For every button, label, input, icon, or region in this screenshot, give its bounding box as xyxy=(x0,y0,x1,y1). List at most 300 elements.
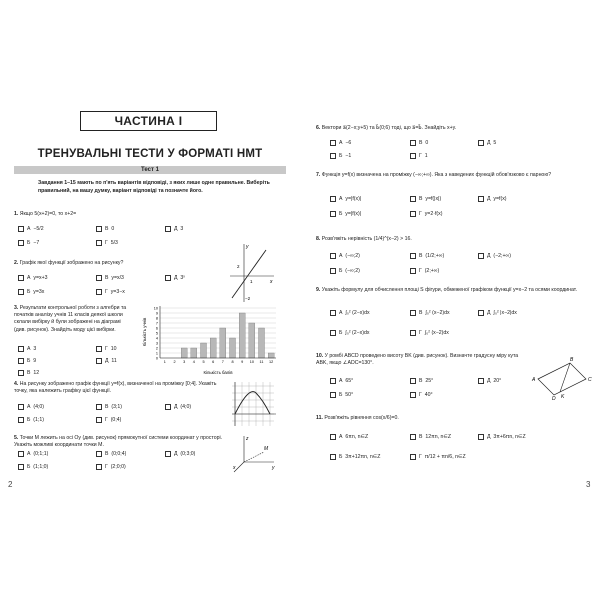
checkbox[interactable] xyxy=(18,289,24,295)
option-letter: Д xyxy=(487,253,491,259)
option-letter: Д xyxy=(174,404,178,410)
q10-option-d[interactable] xyxy=(478,378,501,384)
option-letter: А xyxy=(27,451,31,457)
checkbox[interactable] xyxy=(330,196,336,202)
chart-ytick-label: 6 xyxy=(155,326,158,331)
chart-xtick-label: 8 xyxy=(231,360,234,364)
x-label: x xyxy=(270,279,273,285)
checkbox[interactable] xyxy=(410,330,416,336)
option-letter: В xyxy=(105,451,109,457)
option-value: 3π+12πn, n∈Z xyxy=(345,454,381,460)
chart-ylabel: Кількість учнів xyxy=(142,317,147,347)
option-letter: А xyxy=(339,310,343,316)
q5-option-v[interactable] xyxy=(96,451,126,457)
checkbox[interactable] xyxy=(165,226,171,232)
point-k: K xyxy=(561,394,565,400)
q6-option-a[interactable] xyxy=(330,140,351,146)
option-value: (0;1;1) xyxy=(33,451,49,457)
option-value: y=x+3 xyxy=(33,275,48,281)
q7-option-d[interactable] xyxy=(478,196,507,202)
q7-number: 7. xyxy=(316,172,321,178)
checkbox[interactable] xyxy=(330,454,336,460)
q9-text: Укажіть формулу для обчислення площі S фігури, обмеженої графіком функції y=x−2 та осями координат. xyxy=(321,287,578,293)
checkbox[interactable] xyxy=(478,253,484,259)
q2-option-b[interactable] xyxy=(18,289,44,295)
option-value: 1 xyxy=(424,153,428,159)
question-1 xyxy=(14,211,254,218)
q10-text: У ромбі ABCD проведено висоту BK (див. рисунок). Визначте градусну міру кута ABK, якщо ∠ADC=130°. xyxy=(316,353,519,367)
q10-number: 10. xyxy=(316,353,324,359)
y-label: y xyxy=(272,465,275,471)
option-value: 3ˣ xyxy=(180,275,185,281)
chart-bar-10 xyxy=(249,323,255,358)
checkbox[interactable] xyxy=(96,451,102,457)
option-letter: А xyxy=(27,226,31,232)
option-value: ∫₀² (x−2)dx xyxy=(424,330,449,336)
option-letter: Г xyxy=(419,330,422,336)
q8-option-d[interactable] xyxy=(478,253,511,259)
q2-graph-figure xyxy=(226,240,276,305)
q1-option-a[interactable] xyxy=(18,226,44,232)
q3-option-a[interactable] xyxy=(18,346,36,352)
q5-text: Точки M лежить на осі Oy (див. рисунок) прямокутної системи координат у просторі. Укажіть можливі координати точки M. xyxy=(14,435,223,449)
tick-minus-2: −2 xyxy=(245,296,251,301)
checkbox[interactable] xyxy=(410,253,416,259)
option-value: (0;4) xyxy=(110,417,122,423)
option-letter: Б xyxy=(27,464,31,470)
option-letter: Г xyxy=(419,153,422,159)
checkbox[interactable] xyxy=(96,289,102,295)
checkbox[interactable] xyxy=(410,310,416,316)
q11-text: Розв'яжіть рівняння cos(x/6)=0. xyxy=(324,415,399,421)
q10-rhombus-figure xyxy=(530,355,594,401)
question-2 xyxy=(14,260,214,267)
x-axis xyxy=(234,462,244,472)
option-value: y=3−x xyxy=(110,289,125,295)
option-letter: А xyxy=(339,434,343,440)
q5-number: 5. xyxy=(14,435,19,441)
option-letter: В xyxy=(419,310,423,316)
option-value: y=f(|x|) xyxy=(425,196,442,202)
chart-ytick-label: 9 xyxy=(155,311,158,316)
option-value: (1/2;+∞) xyxy=(425,253,445,259)
option-letter: Д xyxy=(487,140,491,146)
chart-xtick-label: 3 xyxy=(183,360,186,364)
chart-ytick-label: 4 xyxy=(155,336,158,341)
question-11 xyxy=(316,415,586,422)
option-value: (−∞;2) xyxy=(345,268,360,274)
checkbox[interactable] xyxy=(18,275,24,281)
option-letter: В xyxy=(105,404,109,410)
option-letter: Д xyxy=(487,434,491,440)
checkbox[interactable] xyxy=(18,404,24,410)
question-8 xyxy=(316,236,586,243)
q11-option-b[interactable] xyxy=(330,454,380,460)
chart-bar-5 xyxy=(201,343,207,358)
m-label: M xyxy=(264,446,269,452)
q8-option-a[interactable] xyxy=(330,253,360,259)
part-title: ЧАСТИНА I xyxy=(80,111,217,131)
checkbox[interactable] xyxy=(478,140,484,146)
option-letter: Д xyxy=(105,358,109,364)
option-letter: Б xyxy=(27,417,31,423)
tick-1: 1 xyxy=(250,279,253,284)
chart-bar-8 xyxy=(230,338,236,358)
function-line xyxy=(232,250,266,298)
checkbox[interactable] xyxy=(18,358,24,364)
q4-text: На рисунку зображено графік функції y=f(x), визначеної на проміжку [0;4]. Укажіть точку, яка належить графіку цієї функції. xyxy=(14,381,217,395)
chart-ytick-label: 1 xyxy=(155,351,158,356)
question-5 xyxy=(14,435,224,449)
chart-xtick-label: 2 xyxy=(173,360,176,364)
option-value: 40° xyxy=(424,392,433,398)
rhombus-abcd xyxy=(538,363,586,395)
q9-option-a[interactable] xyxy=(330,310,370,316)
option-letter: А xyxy=(339,253,343,259)
checkbox[interactable] xyxy=(96,275,102,281)
q4-number: 4. xyxy=(14,381,19,387)
checkbox[interactable] xyxy=(330,253,336,259)
option-letter: В xyxy=(105,226,109,232)
checkbox[interactable] xyxy=(330,153,336,159)
checkbox[interactable] xyxy=(165,451,171,457)
option-value: ∫₀² (x−2)dx xyxy=(425,310,450,316)
chart-xtick-label: 5 xyxy=(202,360,205,364)
q4-option-g[interactable] xyxy=(96,417,121,423)
instructions: Завдання 1–15 мають по п'ять варіантів відповіді, з яких лише одне правильне. Виберіть правильний, на вашу думку, варіант відповіді та позначте його. xyxy=(38,180,270,194)
chart-xtick-label: 7 xyxy=(221,360,224,364)
option-value: y=|f(x)| xyxy=(345,211,362,217)
q9-option-v[interactable] xyxy=(410,310,450,316)
q8-text: Розв'яжіть нерівність (1/4)^(x−2) > 16. xyxy=(321,236,412,242)
option-value: y=x/3 xyxy=(111,275,124,281)
option-letter: Г xyxy=(419,454,422,460)
option-letter: Г xyxy=(105,464,108,470)
option-value: 3 xyxy=(180,226,184,232)
page-subtitle: ТРЕНУВАЛЬНІ ТЕСТИ У ФОРМАТІ НМТ xyxy=(37,148,263,160)
checkbox[interactable] xyxy=(410,196,416,202)
option-letter: Б xyxy=(27,240,31,246)
chart-ytick-label: 2 xyxy=(155,346,158,351)
q5-3d-axes-figure xyxy=(230,432,278,476)
checkbox[interactable] xyxy=(18,417,24,423)
option-letter: В xyxy=(419,140,423,146)
m-ray xyxy=(244,452,264,462)
chart-bar-4 xyxy=(191,348,197,358)
checkbox[interactable] xyxy=(96,464,102,470)
option-value: (0;3;0) xyxy=(180,451,196,457)
option-letter: В xyxy=(105,275,109,281)
q2-option-a[interactable] xyxy=(18,275,48,281)
option-value: −5/2 xyxy=(33,226,44,232)
q7-option-v[interactable] xyxy=(410,196,441,202)
q7-option-g[interactable] xyxy=(410,211,442,217)
option-value: 5/3 xyxy=(110,240,118,246)
question-6 xyxy=(316,125,586,132)
q11-option-v[interactable] xyxy=(410,434,451,440)
q6-option-d[interactable] xyxy=(478,140,496,146)
q5-option-b[interactable] xyxy=(18,464,48,470)
chart-ytick-label: 5 xyxy=(155,331,158,336)
option-value: (2;+∞) xyxy=(424,268,440,274)
option-letter: Г xyxy=(105,289,108,295)
option-letter: В xyxy=(419,378,423,384)
option-letter: Г xyxy=(419,211,422,217)
option-value: 12πn, n∈Z xyxy=(425,434,452,440)
q9-option-b[interactable] xyxy=(330,330,369,336)
q2-option-g[interactable] xyxy=(96,289,125,295)
q7-text: Функція y=f(x) визначена на проміжку (−∞;+∞). Яка з наведених функцій обов'язково є парною? xyxy=(321,172,552,178)
option-value: (1;1) xyxy=(33,417,44,423)
z-label: z xyxy=(246,436,249,442)
checkbox[interactable] xyxy=(410,392,416,398)
option-value: y=3x xyxy=(33,289,45,295)
option-letter: Г xyxy=(105,240,108,246)
q4-graph-figure xyxy=(228,380,278,428)
q1-option-v[interactable] xyxy=(96,226,114,232)
q7-option-b[interactable] xyxy=(330,211,361,217)
option-letter: Б xyxy=(339,211,343,217)
q1-option-b[interactable] xyxy=(18,240,39,246)
q11-option-a[interactable] xyxy=(330,434,368,440)
checkbox[interactable] xyxy=(410,153,416,159)
option-letter: А xyxy=(27,404,31,410)
q11-option-g[interactable] xyxy=(410,454,466,460)
option-letter: Д xyxy=(174,451,178,457)
q6-number: 6. xyxy=(316,125,321,131)
checkbox[interactable] xyxy=(478,310,484,316)
option-value: −1 xyxy=(345,153,352,159)
checkbox[interactable] xyxy=(410,454,416,460)
option-value: −7 xyxy=(33,240,40,246)
option-value: ∫₀² (2−x)dx xyxy=(345,330,370,336)
q9-option-d[interactable] xyxy=(478,310,517,316)
option-letter: А xyxy=(339,140,343,146)
option-value: (−2;+∞) xyxy=(493,253,511,259)
q2-number: 2. xyxy=(14,260,19,266)
chart-bar-11 xyxy=(259,328,265,358)
q3-option-v[interactable] xyxy=(18,370,39,376)
option-letter: В xyxy=(419,434,423,440)
q10-option-a[interactable] xyxy=(330,378,353,384)
checkbox[interactable] xyxy=(478,434,484,440)
option-letter: Д xyxy=(174,275,178,281)
option-value: 5 xyxy=(493,140,497,146)
option-letter: Д xyxy=(174,226,178,232)
option-letter: А xyxy=(27,275,31,281)
checkbox[interactable] xyxy=(478,196,484,202)
test-label xyxy=(14,166,286,174)
chart-xtick-label: 4 xyxy=(192,360,195,364)
chart-bar-9 xyxy=(239,313,245,358)
q3-option-g[interactable] xyxy=(96,346,116,352)
q5-option-a[interactable] xyxy=(18,451,48,457)
q8-option-v[interactable] xyxy=(410,253,444,259)
q2-option-d[interactable] xyxy=(165,275,185,281)
q1-text: Якщо 5(x+2)=0, то x+2= xyxy=(19,211,77,217)
option-value: y=2·f(x) xyxy=(424,211,443,217)
checkbox[interactable] xyxy=(410,268,416,274)
question-4 xyxy=(14,381,219,395)
option-value: (0;0;4) xyxy=(111,451,127,457)
chart-xtick-label: 10 xyxy=(249,360,254,364)
y-label: y xyxy=(246,244,249,250)
chart-xtick-label: 11 xyxy=(259,360,264,364)
q4-option-v[interactable] xyxy=(96,404,122,410)
option-value: y=|f(x)| xyxy=(345,196,362,202)
question-7 xyxy=(316,172,586,179)
option-value: (4;0) xyxy=(33,404,45,410)
q8-number: 8. xyxy=(316,236,321,242)
checkbox[interactable] xyxy=(18,464,24,470)
option-value: 11 xyxy=(111,358,117,364)
option-value: 3 xyxy=(33,346,37,352)
option-letter: А xyxy=(27,346,31,352)
checkbox[interactable] xyxy=(18,370,24,376)
chart-xtick-label: 6 xyxy=(212,360,215,364)
option-value: ∫₀² (2−x)dx xyxy=(345,310,370,316)
q2-option-v[interactable] xyxy=(96,275,124,281)
option-value: 10 xyxy=(110,346,117,352)
checkbox[interactable] xyxy=(330,392,336,398)
checkbox[interactable] xyxy=(96,226,102,232)
checkbox[interactable] xyxy=(18,346,24,352)
q1-option-g[interactable] xyxy=(96,240,118,246)
option-letter: Г xyxy=(105,417,108,423)
option-value: ∫₀² |x−2|dx xyxy=(493,310,517,316)
option-letter: В xyxy=(419,196,423,202)
chart-ytick-label: 10 xyxy=(153,306,158,311)
test-label-text: Тест 1 xyxy=(141,167,159,173)
chart-bar-7 xyxy=(220,328,226,358)
question-9 xyxy=(316,287,586,294)
checkbox[interactable] xyxy=(330,268,336,274)
option-letter: Б xyxy=(27,289,31,295)
chart-xtick-label: 12 xyxy=(269,360,274,364)
chart-xtick-label: 9 xyxy=(241,360,244,364)
checkbox[interactable] xyxy=(410,434,416,440)
q3-option-b[interactable] xyxy=(18,358,36,364)
q4-option-a[interactable] xyxy=(18,404,44,410)
q7-option-a[interactable] xyxy=(330,196,361,202)
option-letter: Д xyxy=(487,378,491,384)
q6-option-g[interactable] xyxy=(410,153,428,159)
question-10 xyxy=(316,353,526,367)
q11-number: 11. xyxy=(316,415,323,421)
page-number-left: 2 xyxy=(8,480,13,489)
option-letter: В xyxy=(419,253,423,259)
option-value: −6 xyxy=(345,140,352,146)
chart-bar-12 xyxy=(268,353,274,358)
q9-option-g[interactable] xyxy=(410,330,449,336)
option-letter: Г xyxy=(419,268,422,274)
q6-option-b[interactable] xyxy=(330,153,351,159)
option-value: 12 xyxy=(33,370,40,376)
q1-option-d[interactable] xyxy=(165,226,183,232)
chart-ytick-label: 8 xyxy=(155,316,158,321)
checkbox[interactable] xyxy=(478,378,484,384)
checkbox[interactable] xyxy=(96,240,102,246)
q5-option-g[interactable] xyxy=(96,464,126,470)
question-3 xyxy=(14,305,132,334)
q6-option-v[interactable] xyxy=(410,140,428,146)
q3-bar-chart xyxy=(140,302,285,380)
chart-ytick-label: 0 xyxy=(155,356,158,361)
q6-text: Вектори a⃗(2−x;y+5) та b⃗(0;6) тоді, що a⃗=b⃗. Знайдіть x+y. xyxy=(321,125,457,131)
checkbox[interactable] xyxy=(330,378,336,384)
checkbox[interactable] xyxy=(96,404,102,410)
x-label: x xyxy=(233,465,236,471)
option-value: (3;1) xyxy=(111,404,123,410)
option-letter: А xyxy=(339,196,343,202)
option-letter: Б xyxy=(339,454,343,460)
q1-number: 1. xyxy=(14,211,19,217)
option-value: 50° xyxy=(345,392,354,398)
q5-option-d[interactable] xyxy=(165,451,195,457)
option-value: 65° xyxy=(345,378,354,384)
option-value: (2;0;0) xyxy=(110,464,126,470)
option-letter: Б xyxy=(339,392,343,398)
checkbox[interactable] xyxy=(18,240,24,246)
q4-option-d[interactable] xyxy=(165,404,191,410)
option-letter: Г xyxy=(105,346,108,352)
q3-text: Результати контрольної роботи з алгебри та початків аналізу учнів 11 класів деякої школи склали вибірку й були зображені на діаграмі (див. рисунок). Знайдіть моду цієї вибірки. xyxy=(14,305,127,333)
option-value: 9 xyxy=(33,358,37,364)
q8-option-g[interactable] xyxy=(410,268,439,274)
option-value: 20° xyxy=(493,378,502,384)
checkbox[interactable] xyxy=(165,275,171,281)
checkbox[interactable] xyxy=(330,140,336,146)
checkbox[interactable] xyxy=(18,451,24,457)
checkbox[interactable] xyxy=(165,404,171,410)
checkbox[interactable] xyxy=(18,226,24,232)
option-letter: В xyxy=(27,370,31,376)
vertex-a: A xyxy=(532,377,536,383)
q3-option-d[interactable] xyxy=(96,358,117,364)
option-letter: Д xyxy=(487,196,491,202)
checkbox[interactable] xyxy=(330,434,336,440)
chart-bar-3 xyxy=(181,348,187,358)
checkbox[interactable] xyxy=(410,211,416,217)
q4-option-b[interactable] xyxy=(18,417,44,423)
checkbox[interactable] xyxy=(330,211,336,217)
checkbox[interactable] xyxy=(96,346,102,352)
option-letter: Г xyxy=(419,392,422,398)
option-letter: Д xyxy=(487,310,491,316)
checkbox[interactable] xyxy=(330,310,336,316)
checkbox[interactable] xyxy=(330,330,336,336)
checkbox[interactable] xyxy=(410,378,416,384)
vertex-d: D xyxy=(552,396,556,401)
q11-option-d[interactable] xyxy=(478,434,526,440)
option-value: 3π+6πn, n∈Z xyxy=(493,434,526,440)
chart-ytick-label: 3 xyxy=(155,341,158,346)
option-letter: А xyxy=(339,378,343,384)
checkbox[interactable] xyxy=(410,140,416,146)
option-letter: Б xyxy=(339,268,343,274)
option-value: π/12 + πn/6, n∈Z xyxy=(424,454,466,460)
q10-option-g[interactable] xyxy=(410,392,433,398)
vertex-b: B xyxy=(570,357,574,363)
q3-number: 3. xyxy=(14,305,19,311)
checkbox[interactable] xyxy=(96,358,102,364)
tick-2: 2 xyxy=(237,264,240,269)
q8-option-b[interactable] xyxy=(330,268,360,274)
chart-xlabel: Кількість балів xyxy=(203,370,233,375)
q10-option-v[interactable] xyxy=(410,378,433,384)
checkbox[interactable] xyxy=(96,417,102,423)
q10-option-b[interactable] xyxy=(330,392,353,398)
